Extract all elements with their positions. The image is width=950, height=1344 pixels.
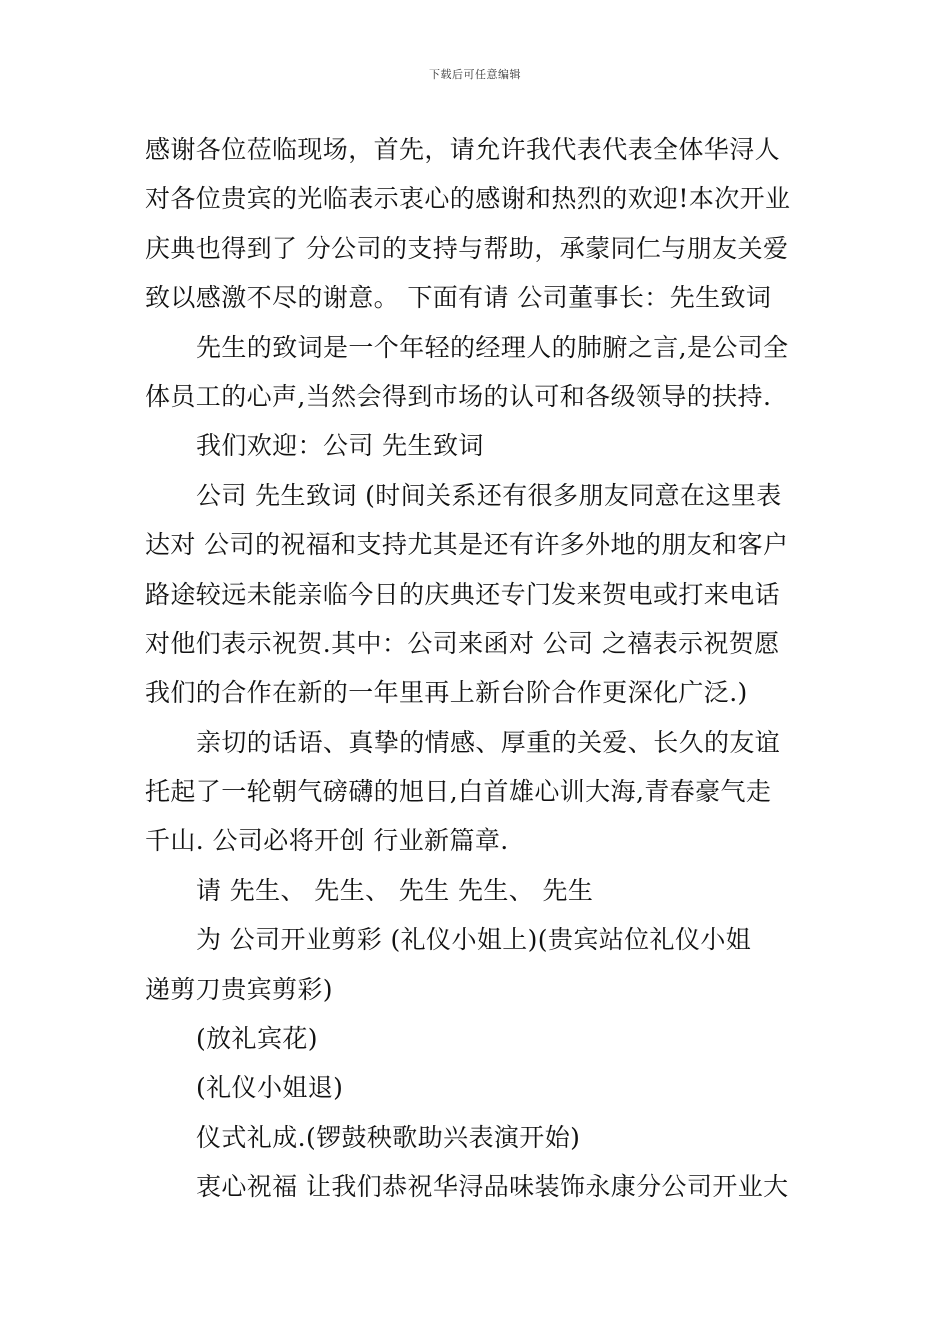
paragraph-start-line: (放礼宾花) — [196, 1024, 318, 1054]
text-line: 致以感激不尽的谢意。 下面有请 公司董事长：先生致词 — [145, 283, 772, 313]
text-line: 达对 公司的祝福和支持尤其是还有许多外地的朋友和客户 — [145, 530, 789, 560]
paragraph-start-line: 先生的致词是一个年轻的经理人的肺腑之言,是公司全 — [196, 332, 789, 362]
text-line: 体员工的心声,当然会得到市场的认可和各级领导的扶持. — [145, 381, 772, 411]
text-line: 感谢各位莅临现场，首先，请允许我代表代表全体华浔人 — [145, 135, 781, 164]
text-line: 递剪刀贵宾剪彩) — [145, 974, 333, 1004]
text-line: 我们的合作在新的一年里再上新台阶合作更深化广泛.) — [145, 678, 748, 708]
paragraph-start-line: 为 公司开业剪彩 (礼仪小姐上)(贵宾站位礼仪小姐 — [196, 925, 752, 955]
document-body — [145, 125, 807, 1212]
text-line: 路途较远未能亲临今日的庆典还专门发来贺电或打来电话 — [145, 579, 781, 609]
page-header-note: 下载后可任意编辑 — [429, 68, 521, 81]
text-line: 对他们表示祝贺.其中：公司来函对 公司 之禧表示祝贺愿 — [145, 628, 780, 658]
paragraph-start-line: 仪式礼成.(锣鼓秧歌助兴表演开始) — [196, 1122, 581, 1152]
paragraph-start-line: 亲切的话语、真挚的情感、厚重的关爱、长久的友谊 — [196, 727, 781, 757]
paragraph-start-line: 衷心祝福 让我们恭祝华浔品味装饰永康分公司开业大 — [196, 1172, 789, 1202]
paragraph-start-line: 请 先生、 先生、 先生 先生、 先生 — [196, 875, 594, 905]
paragraph-start-line: 我们欢迎：公司 先生致词 — [196, 431, 484, 461]
text-line: 庆典也得到了 分公司的支持与帮助，承蒙同仁与朋友关爱 — [145, 233, 789, 263]
paragraph-start-line: (礼仪小姐退) — [196, 1073, 344, 1103]
text-line: 托起了一轮朝气磅礴的旭日,白首雄心训大海,青春豪气走 — [145, 777, 772, 807]
paragraph-start-line: 公司 先生致词 (时间关系还有很多朋友同意在这里表 — [196, 480, 782, 510]
text-line: 千山. 公司必将开创 行业新篇章. — [145, 826, 509, 856]
text-line: 对各位贵宾的光临表示衷心的感谢和热烈的欢迎!本次开业 — [145, 184, 791, 214]
